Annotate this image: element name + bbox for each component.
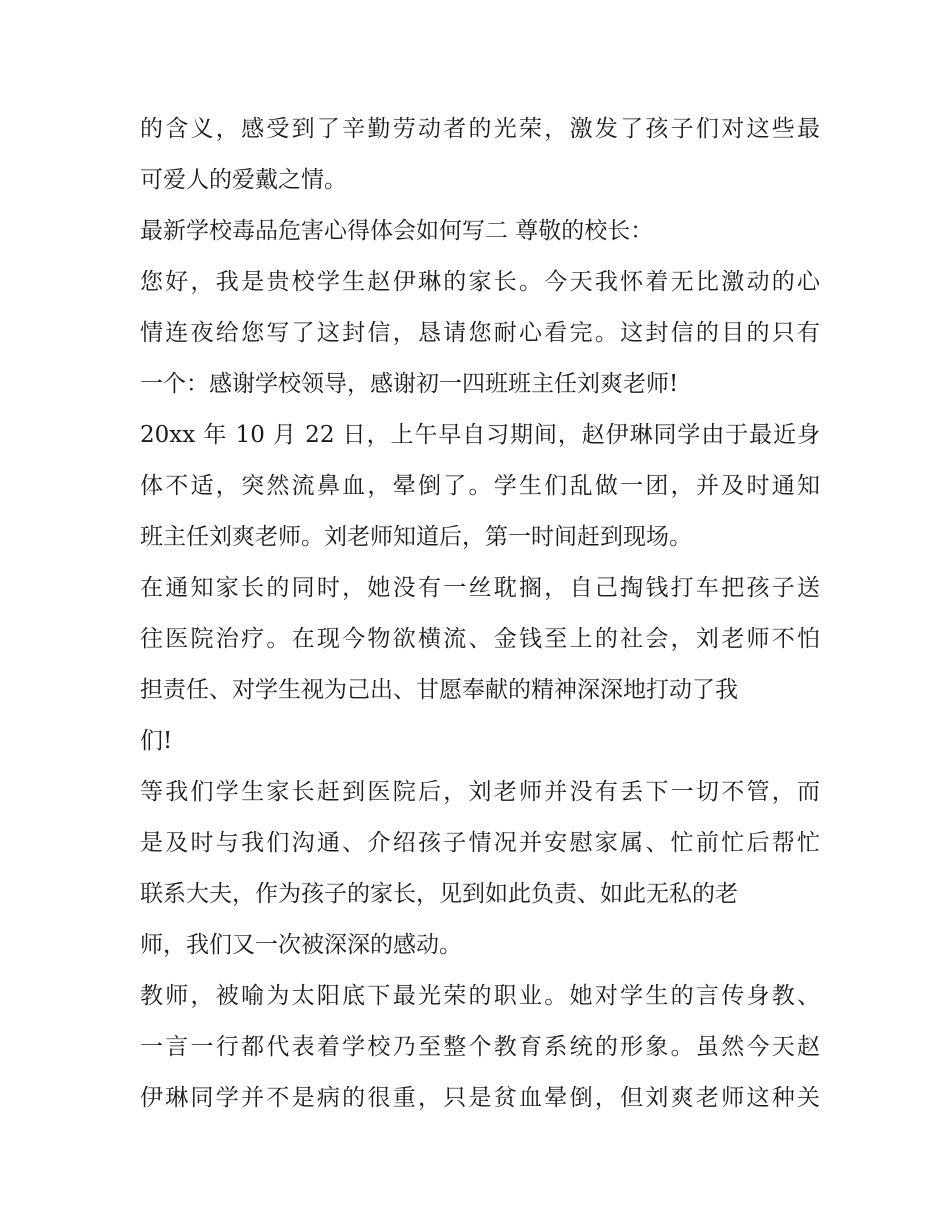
text-line: 班主任刘爽老师。刘老师知道后，第一时间赶到现场。 [140, 524, 692, 550]
text-line: 体不适，突然流鼻血，晕倒了。学生们乱做一团，并及时通知 [140, 473, 820, 499]
text-line: 师，我们又一次被深深的感动。 [140, 932, 462, 958]
text-line: 往医院治疗。在现今物欲横流、金钱至上的社会，刘老师不怕 [140, 626, 820, 652]
text-line: 可爱人的爱戴之情。 [140, 167, 347, 193]
text-line: 伊琳同学并不是病的很重，只是贫血晕倒，但刘爽老师这种关 [140, 1085, 820, 1111]
text-line: 们! [140, 728, 173, 754]
text-line: 教师，被喻为太阳底下最光荣的职业。她对学生的言传身教、 [140, 983, 820, 1009]
text-line: 最新学校毒品危害心得体会如何写二 尊敬的校长： [140, 218, 654, 244]
text-line: 一个：感谢学校领导，感谢初一四班班主任刘爽老师! [140, 371, 679, 397]
text-line: 的含义，感受到了辛勤劳动者的光荣，激发了孩子们对这些最 [140, 116, 820, 142]
text-line: 情连夜给您写了这封信，恳请您耐心看完。这封信的目的只有 [140, 320, 820, 346]
text-line: 等我们学生家长赶到医院后，刘老师并没有丢下一切不管，而 [140, 779, 820, 805]
document-body [140, 104, 820, 1124]
text-line: 20xx 年 10 月 22 日，上午早自习期间，赵伊琳同学由于最近身 [140, 422, 820, 448]
text-line: 担责任、对学生视为己出、甘愿奉献的精神深深地打动了我 [140, 677, 738, 703]
text-line: 在通知家长的同时，她没有一丝耽搁，自己掏钱打车把孩子送 [140, 575, 820, 601]
text-line: 一言一行都代表着学校乃至整个教育系统的形象。虽然今天赵 [140, 1034, 820, 1060]
text-line: 是及时与我们沟通、介绍孩子情况并安慰家属、忙前忙后帮忙 [140, 830, 820, 856]
text-line: 联系大夫，作为孩子的家长，见到如此负责、如此无私的老 [140, 881, 738, 907]
text-line: 您好，我是贵校学生赵伊琳的家长。今天我怀着无比激动的心 [140, 269, 820, 295]
